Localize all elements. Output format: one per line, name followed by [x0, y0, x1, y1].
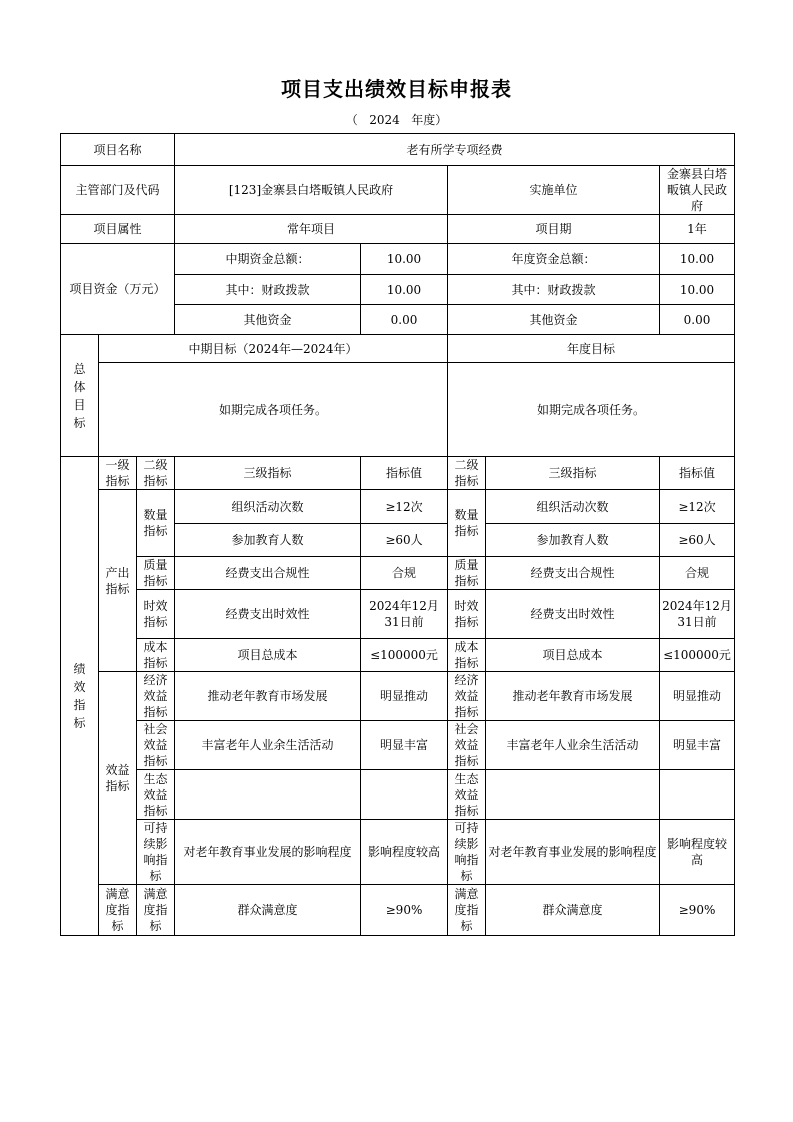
ind-name-year: 经费支出时效性: [486, 590, 660, 639]
ind-value-year: 明显推动: [660, 672, 735, 721]
sustain-label: 可持续影响指标: [137, 820, 175, 885]
goals-year-text: 如期完成各项任务。: [448, 363, 735, 457]
row-department: [61, 166, 735, 215]
table-row: [61, 770, 735, 820]
goals-mid-text: 如期完成各项任务。: [99, 363, 448, 457]
ecological-label-year: 生态效益指标: [448, 770, 486, 820]
ind-value: ≤100000元: [361, 639, 448, 672]
mid-total-label: 中期资金总额：: [175, 244, 361, 275]
ind-name: 对老年教育事业发展的影响程度: [175, 820, 361, 885]
table-row: [61, 557, 735, 590]
project-name-value: 老有所学专项经费: [175, 134, 735, 166]
ind-value: 2024年12月31日前: [361, 590, 448, 639]
ind-name-year: 组织活动次数: [486, 490, 660, 524]
year-other-value: 0.00: [660, 305, 735, 335]
ind-value: 明显推动: [361, 672, 448, 721]
ind-name: 参加教育人数: [175, 524, 361, 557]
ind-name-year: 经费支出合规性: [486, 557, 660, 590]
h-level2-year: 二级指标: [448, 457, 486, 490]
row-indicator-header: [61, 457, 735, 490]
ind-value: 明显丰富: [361, 721, 448, 770]
goals-mid-header: 中期目标（2024年—2024年）: [99, 335, 448, 363]
ind-name-year: 丰富老年人业余生活活动: [486, 721, 660, 770]
quality-label: 质量指标: [137, 557, 175, 590]
attr-value: 常年项目: [175, 215, 448, 244]
ind-value-year: ≤100000元: [660, 639, 735, 672]
row-goals-content: [61, 363, 735, 457]
indicators-label: 绩效指标: [61, 457, 99, 936]
ind-value: ≥90%: [361, 885, 448, 936]
goals-year-header: 年度目标: [448, 335, 735, 363]
economic-label: 经济效益指标: [137, 672, 175, 721]
page-title: 项目支出绩效目标申报表: [281, 77, 512, 101]
table-row: [61, 820, 735, 885]
satisfaction-label: 满意度指标: [99, 885, 137, 936]
ind-value-year: 影响程度较高: [660, 820, 735, 885]
ind-name-year: 群众满意度: [486, 885, 660, 936]
ind-name: 经费支出时效性: [175, 590, 361, 639]
table-row: [61, 721, 735, 770]
ind-name: 丰富老年人业余生活活动: [175, 721, 361, 770]
mid-other-value: 0.00: [361, 305, 448, 335]
period-label: 项目期: [448, 215, 660, 244]
ind-name-year: 对老年教育事业发展的影响程度: [486, 820, 660, 885]
table-row: [61, 639, 735, 672]
social-label-year: 社会效益指标: [448, 721, 486, 770]
benefit-label: 效益指标: [99, 672, 137, 885]
year-value: 2024: [369, 113, 400, 127]
year-fiscal-label: 其中：财政拨款: [448, 275, 660, 305]
year-line: [0, 112, 793, 128]
row-attribute: [61, 215, 735, 244]
ind-name: [175, 770, 361, 820]
quantity-label-year: 数量指标: [448, 490, 486, 557]
ind-value: 影响程度较高: [361, 820, 448, 885]
quality-label-year: 质量指标: [448, 557, 486, 590]
sustain-label-year: 可持续影响指标: [448, 820, 486, 885]
h-level3: 三级指标: [175, 457, 361, 490]
cost-label-year: 成本指标: [448, 639, 486, 672]
ind-value: 合规: [361, 557, 448, 590]
timeliness-label: 时效指标: [137, 590, 175, 639]
ind-name: 经费支出合规性: [175, 557, 361, 590]
goals-label: 总体目标: [61, 335, 99, 457]
timeliness-label-year: 时效指标: [448, 590, 486, 639]
performance-form-table: [60, 133, 735, 936]
h-level3-year: 三级指标: [486, 457, 660, 490]
ind-name-year: [486, 770, 660, 820]
economic-label-year: 经济效益指标: [448, 672, 486, 721]
mid-other-label: 其他资金: [175, 305, 361, 335]
year-fiscal-value: 10.00: [660, 275, 735, 305]
cost-label: 成本指标: [137, 639, 175, 672]
table-row: [61, 590, 735, 639]
h-level1: 一级指标: [99, 457, 137, 490]
mid-fiscal-value: 10.00: [361, 275, 448, 305]
output-label: 产出指标: [99, 490, 137, 672]
ind-name: 组织活动次数: [175, 490, 361, 524]
h-level2: 二级指标: [137, 457, 175, 490]
ind-name-year: 推动老年教育市场发展: [486, 672, 660, 721]
row-project-name: [61, 134, 735, 166]
social-label: 社会效益指标: [137, 721, 175, 770]
impl-unit-value: 金寨县白塔畈镇人民政府: [660, 166, 735, 215]
satisfaction-sub-label-year: 满意度指标: [448, 885, 486, 936]
year-total-value: 10.00: [660, 244, 735, 275]
ind-name-year: 参加教育人数: [486, 524, 660, 557]
quantity-label: 数量指标: [137, 490, 175, 557]
ecological-label: 生态效益指标: [137, 770, 175, 820]
mid-fiscal-label: 其中：财政拨款: [175, 275, 361, 305]
dept-label: 主管部门及代码: [61, 166, 175, 215]
period-value: 1年: [660, 215, 735, 244]
year-total-label: 年度资金总额：: [448, 244, 660, 275]
ind-value-year: ≥90%: [660, 885, 735, 936]
ind-name: 项目总成本: [175, 639, 361, 672]
table-row: [61, 490, 735, 524]
satisfaction-sub-label: 满意度指标: [137, 885, 175, 936]
ind-value-year: 合规: [660, 557, 735, 590]
ind-value-year: [660, 770, 735, 820]
funds-label: 项目资金（万元）: [61, 244, 175, 335]
year-other-label: 其他资金: [448, 305, 660, 335]
ind-name: 群众满意度: [175, 885, 361, 936]
year-unit: 年度）: [411, 113, 448, 127]
mid-total-value: 10.00: [361, 244, 448, 275]
ind-value: ≥12次: [361, 490, 448, 524]
dept-value: [123]金寨县白塔畈镇人民政府: [175, 166, 448, 215]
table-row: [61, 672, 735, 721]
table-row: [61, 885, 735, 936]
row-goals-header: [61, 335, 735, 363]
year-open: （: [345, 113, 358, 127]
attr-label: 项目属性: [61, 215, 175, 244]
project-name-label: 项目名称: [61, 134, 175, 166]
ind-value: ≥60人: [361, 524, 448, 557]
ind-value: [361, 770, 448, 820]
ind-value-year: ≥12次: [660, 490, 735, 524]
ind-name-year: 项目总成本: [486, 639, 660, 672]
row-funds-total: [61, 244, 735, 275]
ind-value-year: ≥60人: [660, 524, 735, 557]
h-value-year: 指标值: [660, 457, 735, 490]
h-value: 指标值: [361, 457, 448, 490]
impl-unit-label: 实施单位: [448, 166, 660, 215]
ind-name: 推动老年教育市场发展: [175, 672, 361, 721]
ind-value-year: 明显丰富: [660, 721, 735, 770]
ind-value-year: 2024年12月31日前: [660, 590, 735, 639]
